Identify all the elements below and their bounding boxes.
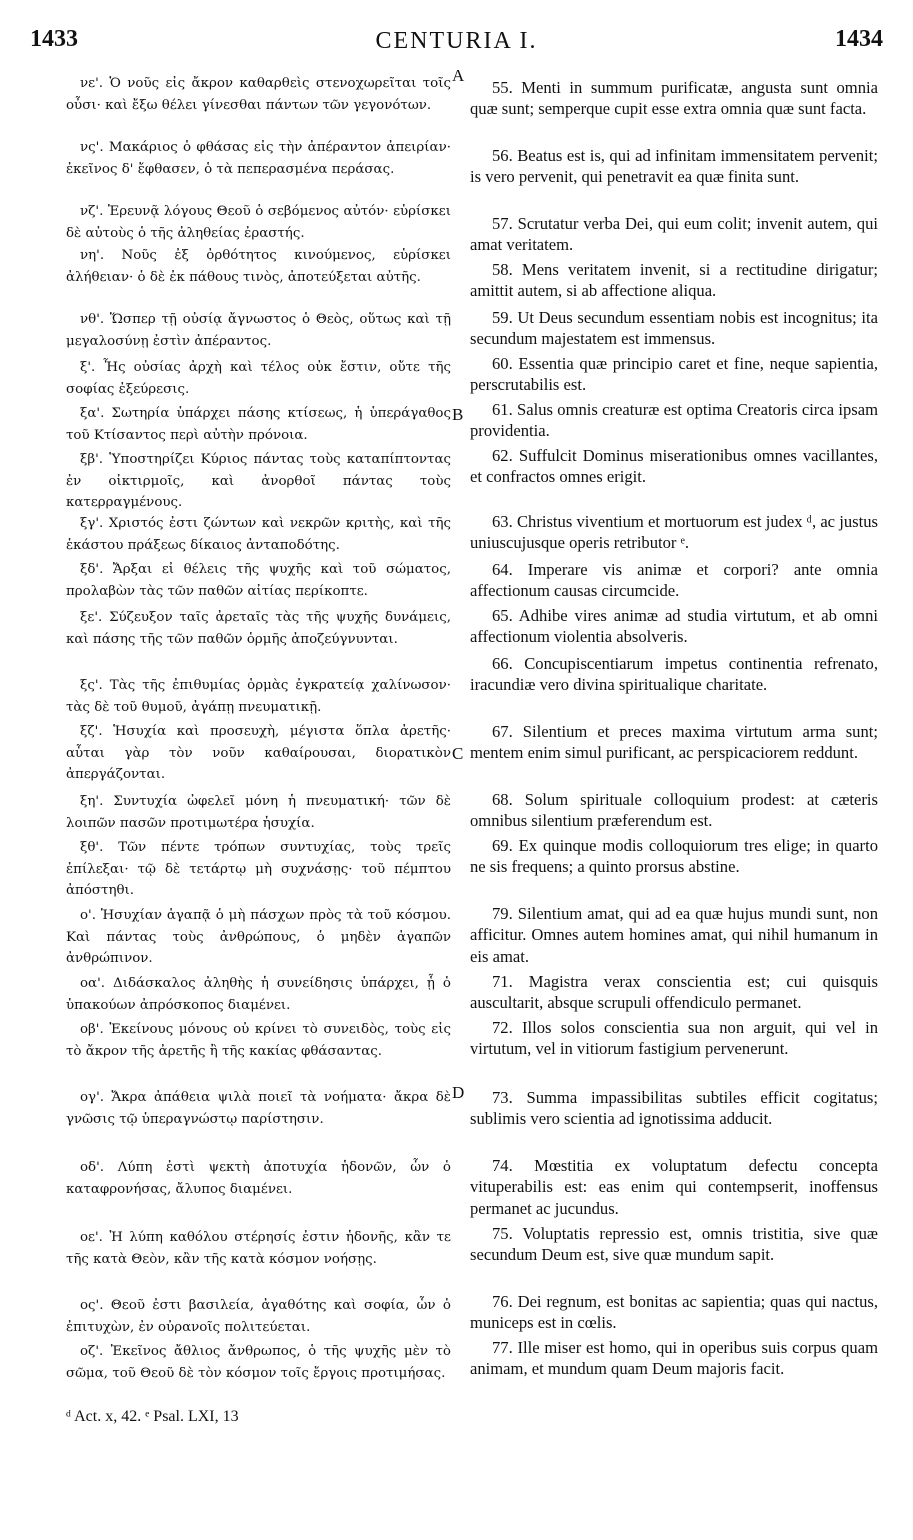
greek-entry-56: νς'. Μακάριος ὁ φθάσας εἰς τὴν ἀπέραντον ἀπειρίαν· ἐκεῖνος δ' ἔφθασεν, ὁ τὰ πεπερασμένα περάσας.	[66, 140, 451, 177]
margin-marker-b: B	[452, 405, 464, 424]
latin-entry-74: 74. Mœstitia ex voluptatum defectu concepta vituperabilis est: eas enim qui contempserit, inoffensus permanet ac jucundus.	[470, 1155, 878, 1218]
greek-entry-71: οα'. Διδάσκαλος ἀληθὴς ἡ συνείδησις ὑπάρχει, ᾗ ὁ ὑπακούων ἀπρόσκοπος διαμένει.	[66, 976, 451, 1013]
greek-entry-61: ξα'. Σωτηρία ὑπάρχει πάσης κτίσεως, ἡ ὑπεράγαθος τοῦ Κτίσαντος περὶ αὐτὴν πρόνοια.	[66, 406, 451, 443]
latin-entry-56: 56. Beatus est is, qui ad infinitam immensitatem pervenit; is vero pervenit, qui penetravit ea quæ finita sunt.	[470, 145, 878, 187]
latin-entry-63: 63. Christus viventium et mortuorum est judex ᵈ, ac justus uniuscujusque operis retributor ᵉ.	[470, 511, 878, 553]
greek-entry-64: ξδ'. Ἄρξαι εἰ θέλεις τῆς ψυχῆς καὶ τοῦ σώματος, προλαβὼν τὰς τῶν παθῶν αἰτίας περίκοπτε.	[66, 562, 451, 599]
latin-entry-58: 58. Mens veritatem invenit, si a rectitudine dirigatur; amittit autem, si ab affectione aliqua.	[470, 259, 878, 301]
greek-entry-65: ξε'. Σύζευξον ταῖς ἀρεταῖς τὰς τῆς ψυχῆς δυνάμεις, καὶ πάσης τῆς τῶν παθῶν ὁρμῆς ἀποζεύγνυνται.	[66, 610, 451, 647]
running-title: CENTURIA I.	[375, 28, 538, 54]
latin-entry-76: 76. Dei regnum, est bonitas ac sapientia; quas qui nactus, municeps est in cœlis.	[470, 1291, 878, 1333]
greek-entry-57: νζ'. Ἐρευνᾷ λόγους Θεοῦ ὁ σεβόμενος αὐτόν· εὑρίσκει δὲ αὐτοὺς ὁ τῆς ἀληθείας ἐραστής.	[66, 204, 451, 241]
latin-entry-66: 66. Concupiscentiarum impetus continentia refrenato, iracundiæ vero divina spiritualique charitate.	[470, 653, 878, 695]
greek-entry-62: ξβ'. Ὑποστηρίζει Κύριος πάντας τοὺς καταπίπτοντας ἐν οἰκτιρμοῖς, καὶ ἀνορθοῖ πάντας τοὺς κατερραγμένους.	[66, 452, 451, 511]
greek-entry-58: νη'. Νοῦς ἐξ ὀρθότητος κινούμενος, εὑρίσκει ἀλήθειαν· ὁ δὲ ἐκ πάθους τινὸς, ἀποτεύξεται αὐτῆς.	[66, 248, 451, 285]
latin-entry-64: 64. Imperare vis animæ et corpori? ante omnia affectionum causas circumcide.	[470, 559, 878, 601]
latin-entry-60: 60. Essentia quæ principio caret et fine, neque sapientia, perscrutabilis est.	[470, 353, 878, 395]
greek-entry-59: νθ'. Ὥσπερ τῇ οὐσίᾳ ἄγνωστος ὁ Θεὸς, οὕτως καὶ τῇ μεγαλοσύνῃ ἐστὶν ἀπέραντος.	[66, 312, 451, 349]
latin-entry-57: 57. Scrutatur verba Dei, qui eum colit; invenit autem, qui amat veritatem.	[470, 213, 878, 255]
latin-entry-69: 69. Ex quinque modis colloquiorum tres elige; in quarto ne sis frequens; a quinto prorsus abstine.	[470, 835, 878, 877]
margin-marker-a: A	[452, 66, 465, 85]
latin-entry-55: 55. Menti in summum purificatæ, angusta sunt omnia quæ sunt; semperque cupit esse extra omnia quæ sunt facta.	[470, 77, 878, 119]
greek-entry-73: ογ'. Ἄκρα ἀπάθεια ψιλὰ ποιεῖ τὰ νοήματα· ἄκρα δὲ γνῶσις τῷ ὑπεραγνώστῳ παρίστησιν.	[66, 1090, 451, 1127]
greek-entry-74: οδ'. Λύπη ἐστὶ ψεκτὴ ἀποτυχία ἡδονῶν, ὧν ὁ καταφρονήσας, ἄλυπος διαμένει.	[66, 1160, 451, 1197]
latin-entry-59: 59. Ut Deus secundum essentiam nobis est incognitus; ita secundum majestatem est immensus.	[470, 307, 878, 349]
latin-entry-79: 79. Silentium amat, qui ad ea quæ hujus mundi sunt, non afficitur. Omnes autem homines amat, qui nihil humanum in eis amat.	[470, 903, 878, 966]
latin-entry-68: 68. Solum spirituale colloquium prodest: at cæteris omnibus silentium præferendum est.	[470, 789, 878, 831]
greek-entry-76: ος'. Θεοῦ ἐστι βασιλεία, ἀγαθότης καὶ σοφία, ὧν ὁ ἐπιτυχὼν, ἐν οὐρανοῖς πολιτεύεται.	[66, 1298, 451, 1335]
page-number-left: 1433	[30, 26, 78, 52]
footnote: ᵈ Act. x, 42. ᵉ Psal. LXI, 13	[66, 1408, 239, 1425]
latin-entry-71: 71. Magistra verax conscientia est; cui quisquis auscultarit, absque scrupuli offendiculo permanet.	[470, 971, 878, 1013]
greek-entry-72: οβ'. Ἐκείνους μόνους οὐ κρίνει τὸ συνειδὸς, τοὺς εἰς τὸ ἄκρον τῆς ἀρετῆς ἢ τῆς κακίας φθάσαντας.	[66, 1022, 451, 1059]
greek-entry-55: νε'. Ὁ νοῦς εἰς ἄκρον καθαρθεὶς στενοχωρεῖται τοῖς οὖσι· καὶ ἔξω θέλει γίνεσθαι πάντων τῶν γεγονότων.	[66, 76, 451, 113]
latin-entry-67: 67. Silentium et preces maxima virtutum arma sunt; mentem enim simul purificant, ac perspicaciorem reddunt.	[470, 721, 878, 763]
latin-entry-77: 77. Ille miser est homo, qui in operibus suis corpus quam animam, et mundum quam Deum majoris facit.	[470, 1337, 878, 1379]
latin-entry-61: 61. Salus omnis creaturæ est optima Creatoris circa ipsam providentia.	[470, 399, 878, 441]
page-header	[30, 26, 883, 66]
latin-entry-62: 62. Suffulcit Dominus miserationibus omnes vacillantes, et confractos omnes erigit.	[470, 445, 878, 487]
greek-entry-60: ξ'. Ἧς οὐσίας ἀρχὴ καὶ τέλος οὐκ ἔστιν, οὔτε τῆς σοφίας ἐξεύρεσις.	[66, 360, 451, 397]
page-number-right: 1434	[835, 26, 883, 52]
latin-entry-72: 72. Illos solos conscientia sua non arguit, qui vel in virtutum, vel in vitiorum fastigium pervenerunt.	[470, 1017, 878, 1059]
greek-entry-68: ξη'. Συντυχία ὠφελεῖ μόνη ἡ πνευματική· τῶν δὲ λοιπῶν πασῶν προτιμωτέρα ἡσυχία.	[66, 794, 451, 831]
greek-entry-77: οζ'. Ἐκεῖνος ἄθλιος ἄνθρωπος, ὁ τῆς ψυχῆς μὲν τὸ σῶμα, τοῦ Θεοῦ δὲ τὸν κόσμον τοῖς ἔργοις προτιμήσας.	[66, 1344, 451, 1381]
greek-entry-66: ξς'. Τὰς τῆς ἐπιθυμίας ὁρμὰς ἐγκρατείᾳ χαλίνωσον· τὰς δὲ τοῦ θυμοῦ, ἀγάπῃ πνευματικῇ.	[66, 678, 451, 715]
margin-marker-c: C	[452, 744, 464, 763]
margin-marker-d: D	[452, 1083, 465, 1102]
latin-entry-73: 73. Summa impassibilitas subtiles efficit cogitatus; sublimis vero scientia ad ignotissima adducit.	[470, 1087, 878, 1129]
greek-entry-75: οε'. Ἡ λύπη καθόλου στέρησίς ἐστιν ἡδονῆς, κἂν τε τῆς κατὰ Θεὸν, κἂν τῆς κατὰ κόσμον νοήσῃς.	[66, 1230, 451, 1267]
greek-entry-67: ξζ'. Ἡσυχία καὶ προσευχὴ, μέγιστα ὅπλα ἀρετῆς· αὗται γὰρ τὸν νοῦν καθαίρουσαι, διορατικὸν ἀπεργάζονται.	[66, 724, 451, 783]
greek-entry-63: ξγ'. Χριστός ἐστι ζώντων καὶ νεκρῶν κριτὴς, καὶ τῆς ἑκάστου πράξεως δίκαιος ἀνταποδότης.	[66, 516, 451, 553]
greek-entry-70: ο'. Ἡσυχίαν ἀγαπᾷ ὁ μὴ πάσχων πρὸς τὰ τοῦ κόσμου. Καὶ πάντας τοὺς ἀνθρώπους, ὁ μηδὲν ἀγαπῶν ἀνθρώπινον.	[66, 908, 451, 967]
greek-entry-69: ξθ'. Τῶν πέντε τρόπων συντυχίας, τοὺς τρεῖς ἐπίλεξαι· τῷ δὲ τετάρτῳ μὴ συχνάσῃς· τοῦ πέμπτου ἀπόστηθι.	[66, 840, 451, 899]
latin-entry-65: 65. Adhibe vires animæ ad studia virtutum, et ab omni affectionum violentia absolveris.	[470, 605, 878, 647]
latin-entry-75: 75. Voluptatis repressio est, omnis tristitia, sive quæ secundum Deum est, sive quæ mundum sapit.	[470, 1223, 878, 1265]
